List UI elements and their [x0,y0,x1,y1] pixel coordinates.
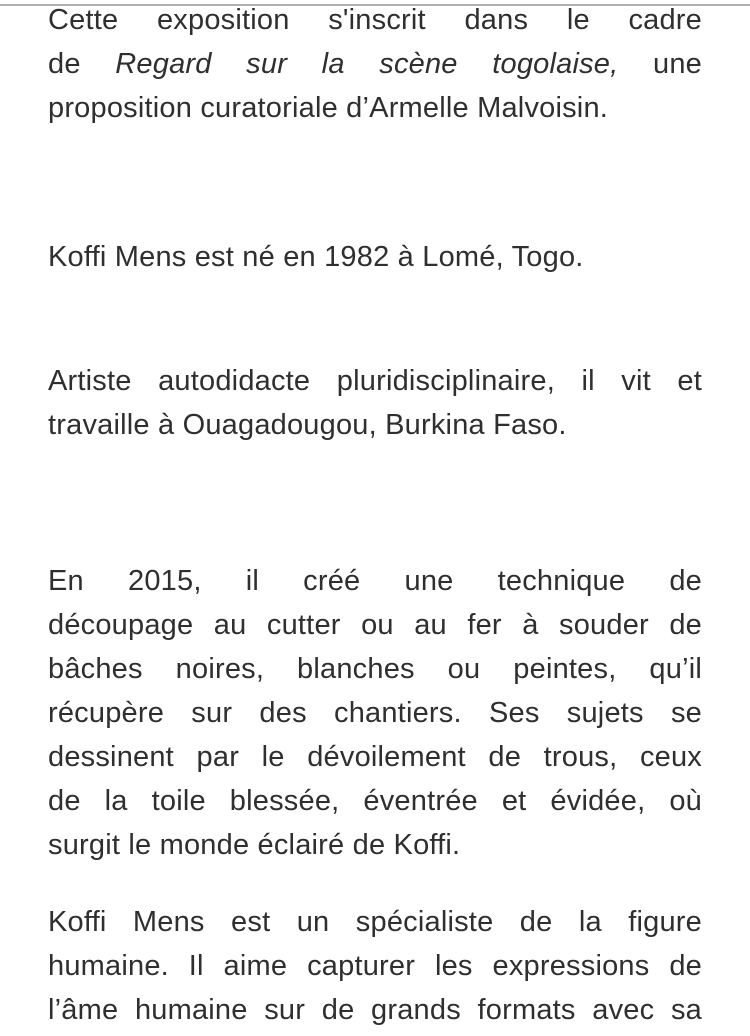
text-segment: humaine. Il aime capturer les expressions de [48,950,702,982]
text-segment: Artiste autodidacte pluridisciplinaire, il vit et [48,365,702,397]
paragraph-figure-humaine [48,900,702,1032]
text-line [48,235,702,279]
text-line [48,0,702,42]
text-line [48,86,702,130]
text-segment: dessinent par le dévoilement de trous, ceux [48,741,702,773]
text-line [48,944,702,988]
text-line [48,691,702,735]
paragraph-exposition-intro [48,0,702,130]
text-segment: travaille à Ouagadougou, Burkina Faso. [48,409,567,441]
text-segment: surgit le monde éclairé de Koffi. [48,829,461,861]
document-body [48,0,702,1032]
text-line [48,647,702,691]
text-segment: Koffi Mens est né en 1982 à Lomé, Togo. [48,241,584,273]
text-line [48,559,702,603]
text-segment: récupère sur des chantiers. Ses sujets se [48,697,702,729]
text-line [48,603,702,647]
text-segment: bâches noires, blanches ou peintes, qu’il [48,653,702,685]
paragraph-artiste [48,359,702,447]
text-line [48,735,702,779]
text-segment: Cette exposition s'inscrit dans le cadre [48,4,702,36]
exhibition-title-italic: Regard sur la scène togolaise, [115,48,619,80]
text-segment: de la toile blessée, éventrée et évidée, où [48,785,702,817]
text-line [48,779,702,823]
text-segment: Koffi Mens est un spécialiste de la figure [48,906,702,938]
text-segment: proposition curatoriale d’Armelle Malvoisin. [48,92,609,124]
text-line [48,988,702,1032]
text-segment: de [48,48,116,80]
text-line [48,900,702,944]
text-segment: En 2015, il créé une technique de [48,565,702,597]
text-segment: une [618,48,702,80]
text-line [48,359,702,403]
text-segment: l’âme humaine sur de grands formats avec sa [48,994,702,1026]
paragraph-technique [48,559,702,867]
text-segment: découpage au cutter ou au fer à souder de [48,609,702,641]
text-line [48,403,702,447]
text-line [48,42,702,86]
text-line [48,823,702,867]
paragraph-naissance [48,235,702,279]
